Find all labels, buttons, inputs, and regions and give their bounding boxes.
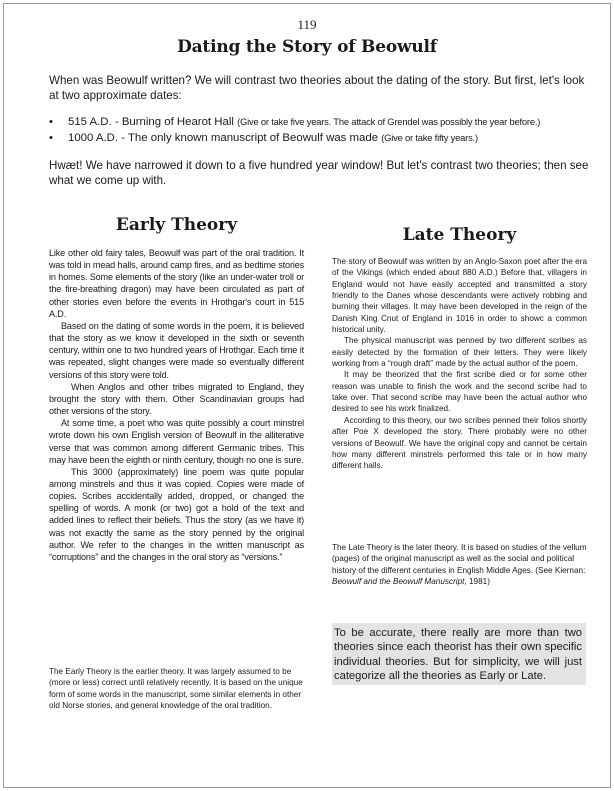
early-paragraph: Based on the dating of some words in the poem, it is believed that the story as we know it developed in the sixth or seventh century, within one to two hundred years of Hrothgar. Each time it was repeated, slight changes were made so eventually different versions of this story were told. bbox=[49, 320, 304, 380]
early-theory-note: The Early Theory is the earlier theory. It was largely assumed to be (more or less) correct until relatively recently. It is based on the unique form of some words in the manuscript, some similar elements in other old Norse stories, and general knowledge of the oral tradition. bbox=[49, 667, 303, 710]
late-paragraph: It may be theorized that the first scribe died or for some other reason was unable to finish the work and the second scribe had to take over. That second scribe may have been the actual author who desired to see his work finalized. bbox=[332, 370, 587, 414]
late-theory-body bbox=[332, 256, 587, 472]
late-paragraph: The story of Beowulf was written by an Anglo-Saxon poet after the era of the Vikings (which ended about 880 A.D.) Before that, villagers in England would not have easily accepted and transmitted a story friendly to the Danes whose descendants were actively robbing and burning their villages. It may have been developed in the reign of the Danish King Cnut of England in 1016 in order to showc a common historical unity. bbox=[332, 257, 587, 335]
page-number: 119 bbox=[297, 17, 317, 32]
page-title: Dating the Story of Beowulf bbox=[177, 37, 437, 57]
early-theory-heading: Early Theory bbox=[115, 215, 238, 235]
late-note-text: The Late Theory is the later theory. It is based on studies of the vellum (pages) of the original manuscript as well as the social and political history of the different centuries in English Middle Ages. (See Kiernan: bbox=[332, 543, 587, 575]
early-paragraph: Like other old fairy tales, Beowulf was part of the oral tradition. It was told in mead halls, around camp fires, and as bedtime stories in homes. Some elements of the story (like an under-water troll or the fire-breathing dragon) may have been circulated as part of other stories even before the events in Hrothgar's court in 515 A.D. bbox=[49, 248, 304, 319]
early-paragraph: When Anglos and other tribes migrated to England, they brought the story with them. Other Scandinavian groups had other versions of the story. bbox=[49, 381, 304, 417]
late-paragraph: The physical manuscript was penned by two different scribes as easily detected by the formation of their letters. They were likely working from a “rough draft” made by the actual author of the poem. bbox=[332, 336, 587, 369]
date-entry: 1000 A.D. - The only known manuscript of Beowulf was made bbox=[68, 132, 379, 144]
date-list bbox=[49, 114, 594, 146]
list-item bbox=[49, 114, 594, 130]
late-theory-heading: Late Theory bbox=[402, 225, 517, 245]
callout-box: To be accurate, there really are more than two theories since each theorist has their own specific individual theories. But for simplicity, we will just categorize all the theories as Early or Late. bbox=[332, 623, 586, 685]
date-entry: 515 A.D. - Burning of Hearot Hall bbox=[68, 116, 234, 128]
date-note: (Give or take fifty years.) bbox=[381, 132, 478, 143]
intro-paragraph: When was Beowulf written? We will contrast two theories about the dating of the story. But first, let's look at two approximate dates: bbox=[49, 74, 585, 102]
late-paragraph: According to this theory, our two scribes penned their folios shortly after Poe X developed the story. There probably were no other versions of Beowulf. We have the original copy and cannot be certain how many different minstrels performed this tale or in how many different halls. bbox=[332, 415, 587, 471]
citation-title: Beowulf and the Beowulf Manuscript bbox=[332, 577, 465, 587]
hwaet-paragraph: Hwæt! We have narrowed it down to a five hundred year window! But let's contrast two theories; then see what we come up with. bbox=[49, 159, 589, 187]
early-paragraph: This 3000 (approximately) line poem was quite popular among minstrels and thus it was copied. Copies were made of copies. Scribes accidentally added, dropped, or changed the spelling of words. A monk (or two) got a hold of the text and added lines to reflect their beliefs. Thus the story (as we have it) was not exactly the same as the story penned by the original author. We refer to the changes in the written manuscript as “corruptions” and the changes in the oral story as “versions.” bbox=[49, 466, 304, 562]
late-theory-note bbox=[332, 542, 587, 587]
list-item bbox=[49, 130, 594, 146]
citation-year: , 1981) bbox=[464, 577, 490, 587]
date-note: (Give or take five years. The attack of Grendel was possibly the year before.) bbox=[237, 116, 541, 127]
early-theory-body bbox=[49, 247, 304, 563]
early-paragraph: At some time, a poet who was quite possibly a court minstrel wrote down his own English version of Beowulf in the alliterative verse that was common among different Germanic tribes. This may have been the eighth or ninth century, though no one is sure. bbox=[49, 418, 304, 465]
